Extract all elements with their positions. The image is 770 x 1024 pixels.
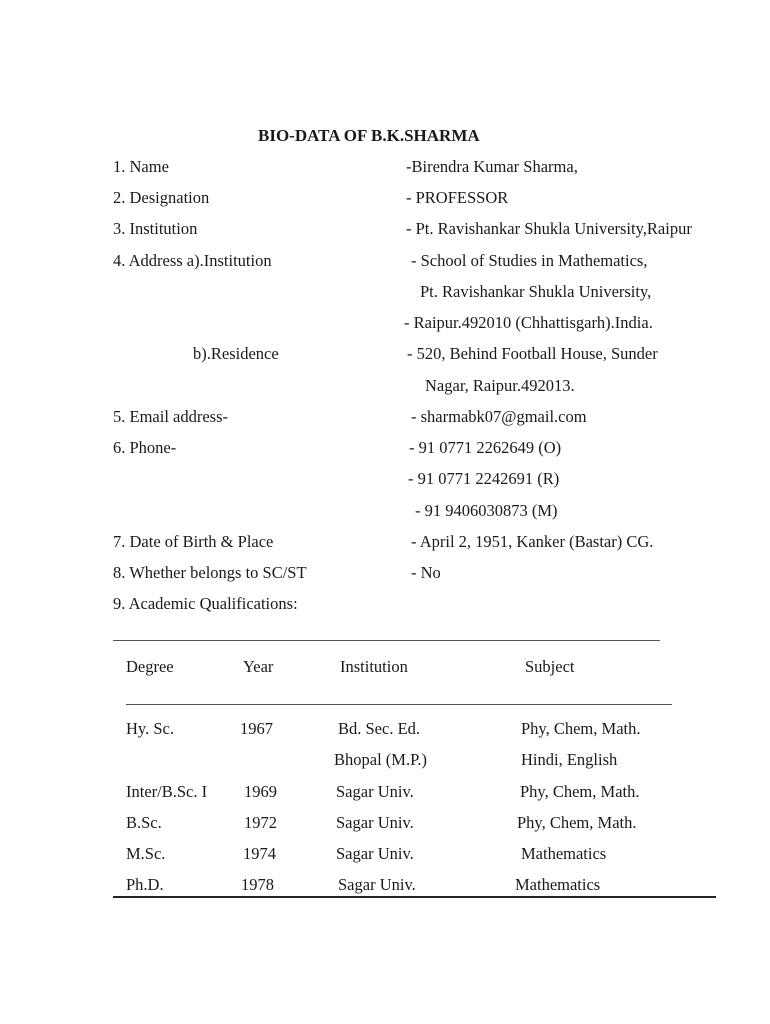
field-label-dob: 7. Date of Birth & Place (113, 532, 274, 551)
field-value-residence-line1: - 520, Behind Football House, Sunder (407, 344, 658, 363)
field-label-residence: b).Residence (193, 344, 279, 363)
field-label-institution: 3. Institution (113, 219, 198, 238)
table-cell-subject: Phy, Chem, Math. (521, 719, 641, 738)
field-label-name: 1. Name (113, 157, 169, 176)
table-cell-year: 1967 (240, 719, 273, 738)
field-value-phone-mobile: - 91 9406030873 (M) (415, 501, 558, 520)
table-cell-year: 1969 (244, 782, 277, 801)
table-header-institution: Institution (340, 657, 408, 676)
field-value-dob: - April 2, 1951, Kanker (Bastar) CG. (411, 532, 654, 551)
table-cell-subject: Phy, Chem, Math. (517, 813, 637, 832)
field-value-name: -Birendra Kumar Sharma, (406, 157, 578, 176)
table-cell-subject: Hindi, English (521, 750, 618, 769)
field-label-sc-st: 8. Whether belongs to SC/ST (113, 563, 307, 582)
field-value-email: - sharmabk07@gmail.com (411, 407, 587, 426)
field-value-sc-st: - No (411, 563, 441, 582)
table-cell-degree: Ph.D. (126, 875, 164, 894)
document-title: BIO-DATA OF B.K.SHARMA (258, 126, 480, 145)
table-cell-institution: Sagar Univ. (336, 782, 414, 801)
table-header-degree: Degree (126, 657, 174, 676)
field-value-address-line3: - Raipur.492010 (Chhattisgarh).India. (404, 313, 653, 332)
field-value-phone-office: - 91 0771 2262649 (O) (409, 438, 562, 457)
field-label-email: 5. Email address- (113, 407, 229, 426)
table-cell-year: 1978 (241, 875, 274, 894)
table-bottom-rule (113, 896, 716, 898)
table-header-rule (126, 704, 672, 705)
table-cell-degree: Hy. Sc. (126, 719, 174, 738)
table-cell-degree: M.Sc. (126, 844, 166, 863)
table-cell-institution: Sagar Univ. (336, 813, 414, 832)
field-value-address-line2: Pt. Ravishankar Shukla University, (420, 282, 652, 301)
table-cell-year: 1972 (244, 813, 277, 832)
table-cell-subject: Mathematics (521, 844, 607, 863)
table-cell-degree: Inter/B.Sc. I (126, 782, 208, 801)
field-label-designation: 2. Designation (113, 188, 210, 207)
table-cell-institution: Bd. Sec. Ed. (338, 719, 421, 738)
table-cell-degree: B.Sc. (126, 813, 162, 832)
table-cell-subject: Phy, Chem, Math. (520, 782, 640, 801)
field-label-academic: 9. Academic Qualifications: (113, 594, 298, 613)
table-cell-subject: Mathematics (515, 875, 601, 894)
field-label-phone: 6. Phone- (113, 438, 177, 457)
field-value-address-line1: - School of Studies in Mathematics, (411, 251, 648, 270)
table-cell-year: 1974 (243, 844, 276, 863)
table-cell-institution: Bhopal (M.P.) (334, 750, 428, 769)
table-cell-institution: Sagar Univ. (338, 875, 416, 894)
field-value-phone-residence: - 91 0771 2242691 (R) (408, 469, 560, 488)
table-header-year: Year (243, 657, 274, 676)
table-cell-institution: Sagar Univ. (336, 844, 414, 863)
table-top-rule (113, 640, 660, 641)
field-value-designation: - PROFESSOR (406, 188, 509, 207)
field-value-residence-line2: Nagar, Raipur.492013. (425, 376, 575, 395)
table-header-subject: Subject (525, 657, 575, 676)
field-label-address-institution: 4. Address a).Institution (113, 251, 272, 270)
field-value-institution: - Pt. Ravishankar Shukla University,Raipur (406, 219, 692, 238)
